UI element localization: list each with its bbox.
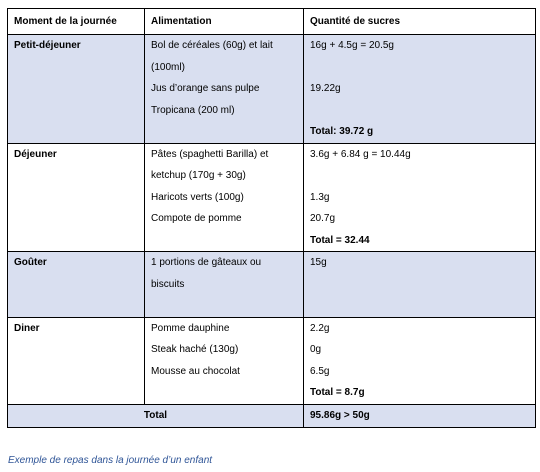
table-row xyxy=(8,35,536,144)
food-line xyxy=(151,295,297,317)
header-sucres: Quantité de sucres xyxy=(304,9,536,35)
sugar-cell xyxy=(304,35,536,144)
food-line: Steak haché (130g) xyxy=(151,344,239,355)
sugar-line xyxy=(310,295,529,317)
sugar-subtotal: Total = 32.44 xyxy=(310,234,370,246)
moment-cell xyxy=(8,35,145,144)
moment-label: Goûter xyxy=(14,257,47,268)
sugar-line: 15g xyxy=(310,257,327,268)
sugar-line xyxy=(310,100,529,122)
sugar-line: 0g xyxy=(310,344,322,355)
food-cell xyxy=(145,143,304,252)
food-line xyxy=(151,382,297,404)
moment-label: Déjeuner xyxy=(14,148,57,160)
food-line: Haricots verts (100g) xyxy=(151,191,244,203)
sugar-line xyxy=(310,274,529,296)
food-line: (100ml) xyxy=(151,61,185,73)
total-label: Total xyxy=(8,404,304,427)
sugar-cell xyxy=(304,317,536,404)
food-line: biscuits xyxy=(151,278,185,290)
food-line: 1 portions de gâteaux ou xyxy=(151,257,262,268)
moment-label: Diner xyxy=(14,322,40,334)
food-line: Bol de céréales (60g) et lait xyxy=(151,40,273,51)
food-cell xyxy=(145,252,304,318)
food-line: Jus d’orange sans pulpe xyxy=(151,83,260,94)
header-moment: Moment de la journée xyxy=(8,9,145,35)
sugar-line xyxy=(310,57,529,79)
meal-sugar-table xyxy=(7,8,536,428)
table-caption: Exemple de repas dans la journée d’un enfant xyxy=(8,455,213,466)
table-header-row xyxy=(8,9,536,35)
food-line: Compote de pomme xyxy=(151,213,242,224)
moment-label: Petit-déjeuner xyxy=(14,40,81,51)
total-value: 95.86g > 50g xyxy=(304,404,536,427)
sugar-line: 1.3g xyxy=(310,191,330,203)
table-row xyxy=(8,317,536,404)
food-line xyxy=(151,230,297,252)
sugar-subtotal: Total = 8.7g xyxy=(310,387,365,398)
sugar-line: 16g + 4.5g = 20.5g xyxy=(310,40,394,51)
food-line: Pâtes (spaghetti Barilla) et xyxy=(151,148,269,160)
food-cell xyxy=(145,317,304,404)
food-line: Tropicana (200 ml) xyxy=(151,104,235,116)
food-line: ketchup (170g + 30g) xyxy=(151,170,246,181)
table-row xyxy=(8,252,536,318)
sugar-line: 20.7g xyxy=(310,213,336,224)
total-row xyxy=(8,404,536,427)
sugar-line: 19.22g xyxy=(310,83,341,94)
sugar-subtotal: Total: 39.72 g xyxy=(310,126,374,137)
header-alimentation: Alimentation xyxy=(145,9,304,35)
table-row xyxy=(8,143,536,252)
sugar-cell xyxy=(304,252,536,318)
moment-cell xyxy=(8,143,145,252)
sugar-line: 6.5g xyxy=(310,365,330,377)
sugar-cell xyxy=(304,143,536,252)
sugar-line: 2.2g xyxy=(310,322,330,334)
food-line: Mousse au chocolat xyxy=(151,365,240,377)
moment-cell xyxy=(8,317,145,404)
food-line xyxy=(151,121,297,143)
moment-cell xyxy=(8,252,145,318)
food-cell xyxy=(145,35,304,144)
food-line: Pomme dauphine xyxy=(151,322,230,334)
sugar-line: 3.6g + 6.84 g = 10.44g xyxy=(310,148,411,160)
sugar-line xyxy=(310,165,529,187)
